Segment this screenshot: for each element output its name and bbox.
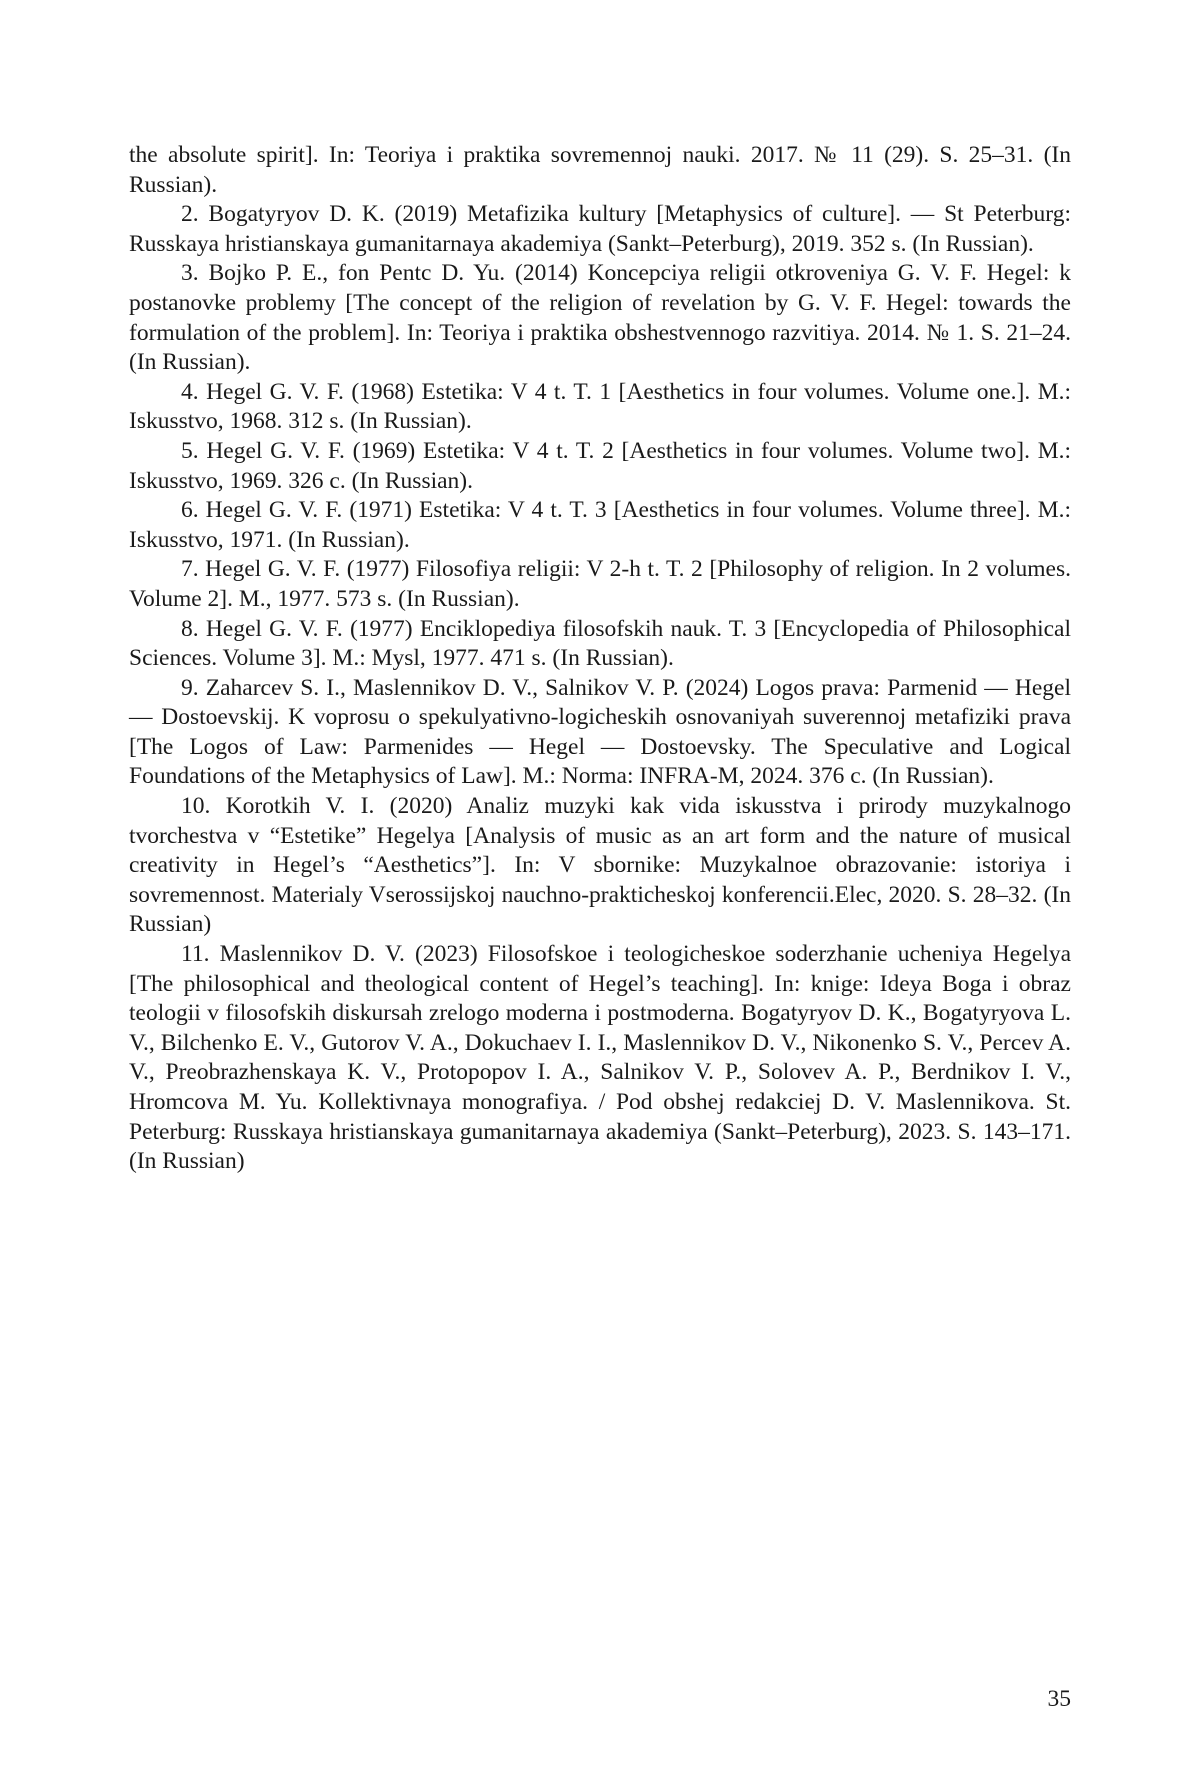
page-number: 35 bbox=[1048, 1685, 1072, 1713]
reference-item-9: 9. Zaharcev S. I., Maslennikov D. V., Salnikov V. P. (2024) Logos prava: Parmenid — Hegel — Dostoevskij. K voprosu o spekulyativno-logicheskih osnovaniyah suverennoj metafiziki prava [The Logos of Law: Parmenides — Hegel — Dostoevsky. The Speculative and Logical Foundations of the Metaphysics of Law]. M.: Norma: INFRA-M, 2024. 376 c. (In Russian). bbox=[129, 674, 1071, 792]
reference-item-11: 11. Maslennikov D. V. (2023) Filosofskoe i teologicheskoe soderzhanie ucheniya Hegelya [The philosophical and theological content of Hegel’s teaching]. In: knige: Ideya Boga i obraz teologii v filosofskih diskursah zrelogo moderna i postmoderna. Bogatyryov D. K., Bogatyryova L. V., Bilchenko E. V., Gutorov V. A., Dokuchaev I. I., Maslennikov D. V., Nikonenko S. V., Percev A. V., Preobrazhenskaya K. V., Protopopov I. A., Salnikov V. P., Solovev A. P., Berdnikov I. V., Hromcova M. Yu. Kollektivnaya monografiya. / Pod obshej redakciej D. V. Maslennikova. St. Peterburg: Russkaya hristianskaya gumanitarnaya akademiya (Sankt–Peterburg), 2023. S. 143–171. (In Russian) bbox=[129, 940, 1071, 1177]
reference-item-6: 6. Hegel G. V. F. (1971) Estetika: V 4 t. T. 3 [Aesthetics in four volumes. Volume three]. M.: Iskusstvo, 1971. (In Russian). bbox=[129, 496, 1071, 555]
reference-list bbox=[129, 141, 1071, 1177]
reference-item-7: 7. Hegel G. V. F. (1977) Filosofiya religii: V 2-h t. T. 2 [Philosophy of religion. In 2 volumes. Volume 2]. M., 1977. 573 s. (In Russian). bbox=[129, 555, 1071, 614]
reference-item-3: 3. Bojko P. E., fon Pentc D. Yu. (2014) Koncepciya religii otkroveniya G. V. F. Hegel: k postanovke problemy [The concept of the religion of revelation by G. V. F. Hegel: towards the formulation of the problem]. In: Teoriya i praktika obshestvennogo razvitiya. 2014. № 1. S. 21–24. (In Russian). bbox=[129, 259, 1071, 377]
reference-item-8: 8. Hegel G. V. F. (1977) Enciklopediya filosofskih nauk. T. 3 [Encyclopedia of Philosophical Sciences. Volume 3]. M.: Mysl, 1977. 471 s. (In Russian). bbox=[129, 615, 1071, 674]
reference-item-5: 5. Hegel G. V. F. (1969) Estetika: V 4 t. T. 2 [Aesthetics in four volumes. Volume two]. M.: Iskusstvo, 1969. 326 c. (In Russian). bbox=[129, 437, 1071, 496]
reference-item-10: 10. Korotkih V. I. (2020) Analiz muzyki kak vida iskusstva i prirody muzykalnogo tvorchestva v “Estetike” Hegelya [Analysis of music as an art form and the nature of musical creativity in Hegel’s “Aesthetics”]. In: V sbornike: Muzykalnoe obrazovanie: istoriya i sovremennost. Materialy Vserossijskoj nauchno-prakticheskoj konferencii.Elec, 2020. S. 28–32. (In Russian) bbox=[129, 792, 1071, 940]
reference-item-4: 4. Hegel G. V. F. (1968) Estetika: V 4 t. T. 1 [Aesthetics in four volumes. Volume one.]. M.: Iskusstvo, 1968. 312 s. (In Russian). bbox=[129, 378, 1071, 437]
reference-item-2: 2. Bogatyryov D. K. (2019) Metafizika kultury [Metaphysics of culture]. — St Peterburg: Russkaya hristianskaya gumanitarnaya akademiya (Sankt–Peterburg), 2019. 352 s. (In Russian). bbox=[129, 200, 1071, 259]
reference-continued: the absolute spirit]. In: Teoriya i praktika sovremennoj nauki. 2017. № 11 (29). S. 25–31. (In Russian). bbox=[129, 141, 1071, 200]
